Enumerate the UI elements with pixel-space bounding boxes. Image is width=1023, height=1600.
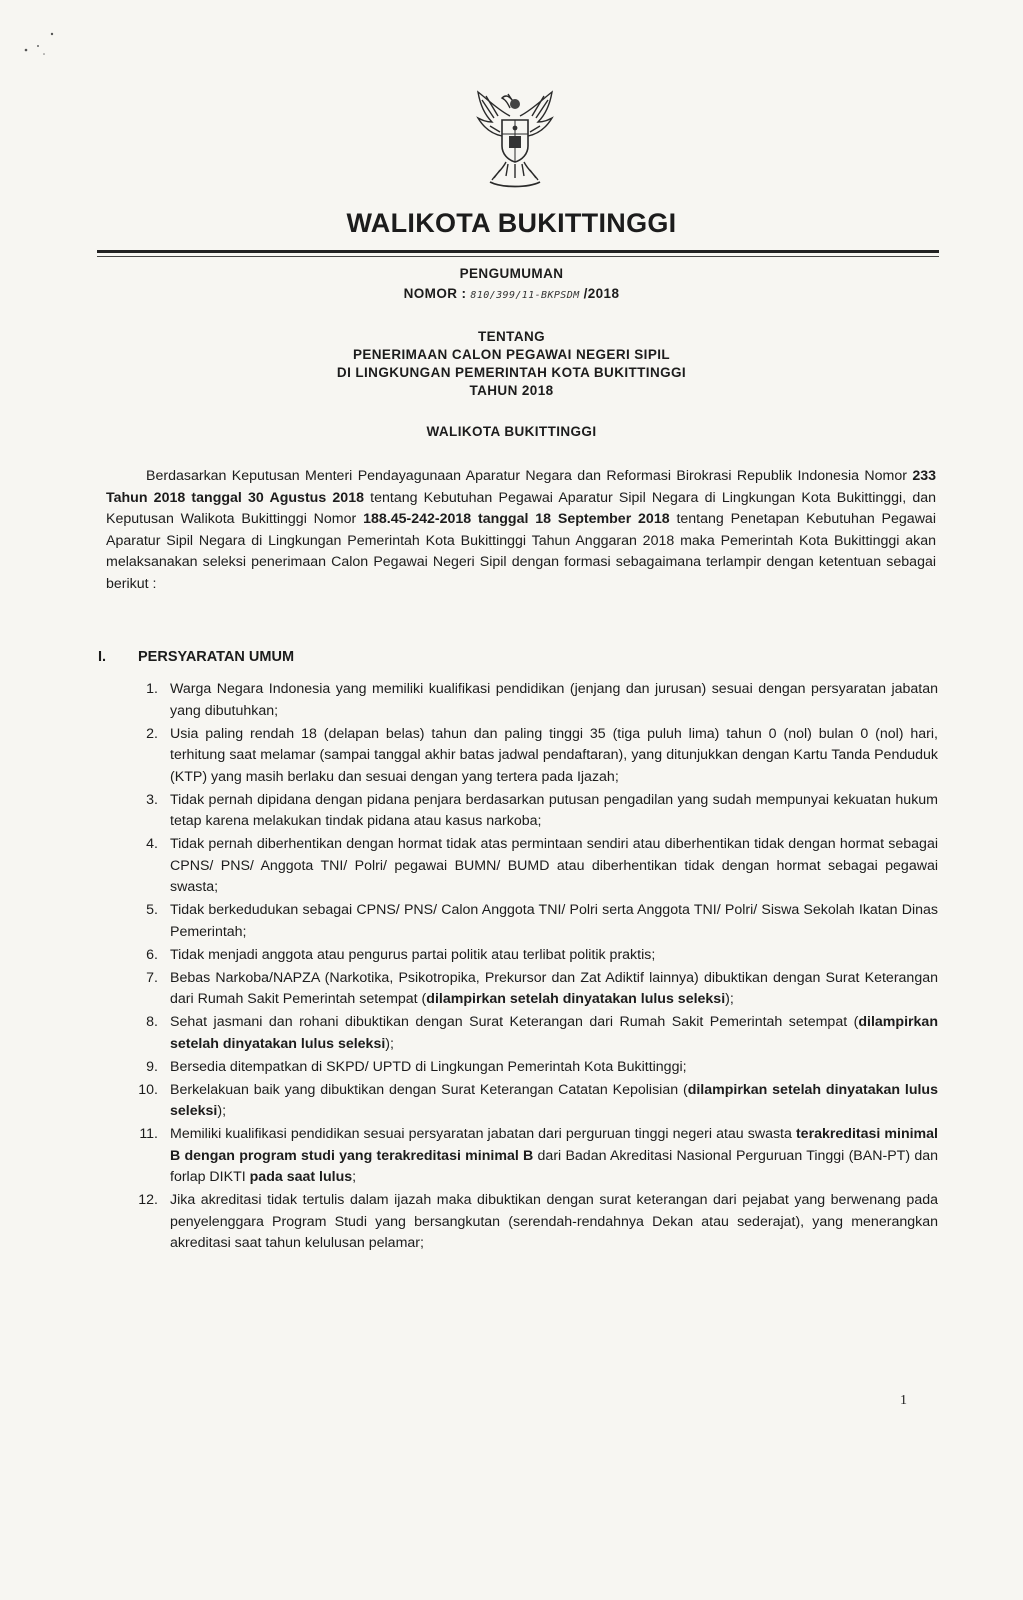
section-title: PERSYARATAN UMUM bbox=[138, 649, 295, 665]
list-item bbox=[118, 834, 938, 899]
list-item-text bbox=[170, 900, 938, 943]
list-item bbox=[118, 1124, 938, 1189]
announcement-label: PENGUMUMAN bbox=[459, 266, 564, 281]
list-item-number: 9. bbox=[146, 1058, 158, 1075]
section-number: I. bbox=[98, 649, 107, 665]
list-item bbox=[118, 1012, 938, 1055]
list-item-emphasis: pada saat lulus bbox=[249, 1169, 353, 1185]
list-item-segment: Tidak menjadi anggota atau pengurus partai politik atau terlibat politik praktis; bbox=[170, 946, 656, 963]
list-item-text bbox=[170, 790, 938, 833]
list-item-segment: Memiliki kualifikasi pendidikan sesuai persyaratan jabatan dari perguruan tinggi negeri atau swasta bbox=[170, 1126, 796, 1142]
list-item-text bbox=[170, 968, 938, 1011]
list-item-segment: Jika akreditasi tidak tertulis dalam ijazah maka dibuktikan dengan surat keterangan dari pejabat yang berwenang pada penyelenggara Program Studi yang bersangkutan (serendah-rendahnya Dekan atau sederajat), yang menerangkan akreditasi saat tahun kelulusan pelamar; bbox=[170, 1192, 938, 1251]
list-item-emphasis: dilampirkan setelah dinyatakan lulus seleksi bbox=[170, 1081, 938, 1119]
list-item bbox=[118, 1190, 938, 1255]
list-item bbox=[118, 1080, 938, 1123]
nomor-suffix: /2018 bbox=[583, 286, 620, 301]
list-item-number: 5. bbox=[146, 902, 158, 918]
title-divider-thick bbox=[97, 250, 939, 253]
list-item bbox=[118, 900, 938, 943]
list-item-text bbox=[170, 679, 938, 722]
list-item bbox=[118, 1057, 938, 1079]
list-item-number: 10. bbox=[138, 1081, 158, 1098]
list-item-number: 8. bbox=[146, 1014, 158, 1030]
list-item-emphasis: dilampirkan setelah dinyatakan lulus seleksi bbox=[426, 991, 726, 1007]
intro-text-2: tentang Kebutuhan Pegawai Aparatur Sipil Negara di Lingkungan Kota Bukittinggi, dan Keputusan Walikota Bukittinggi Nomor bbox=[106, 489, 936, 527]
list-item-text bbox=[170, 834, 938, 899]
list-item-text bbox=[170, 1057, 938, 1079]
list-item-emphasis: terakreditasi minimal B dengan program studi yang terakreditasi minimal B bbox=[170, 1126, 939, 1164]
list-item-emphasis: dilampirkan setelah dinyatakan lulus seleksi bbox=[170, 1014, 938, 1052]
list-item-segment: Tidak pernah dipidana dengan pidana penjara berdasarkan putusan pengadilan yang sudah mempunyai kekuatan hukum tetap karena melakukan tindak pidana atau kasus narkoba; bbox=[170, 791, 938, 829]
subject-line-3: TAHUN 2018 bbox=[469, 383, 554, 398]
list-item bbox=[118, 790, 938, 833]
scan-artifact bbox=[22, 28, 62, 58]
tentang-label: TENTANG bbox=[477, 329, 546, 344]
list-item-number: 4. bbox=[146, 836, 158, 852]
list-item-segment: ; bbox=[352, 1169, 357, 1185]
list-item-number: 11. bbox=[139, 1126, 158, 1142]
list-item-number: 2. bbox=[146, 725, 158, 742]
list-item-segment: Usia paling rendah 18 (delapan belas) tahun dan paling tinggi 35 (tiga puluh lima) tahun 0 (nol) bulan 0 (nol) hari, terhitung saat melamar (sampai tanggal akhir batas jadwal pendaftaran), yang ditunjukkan dengan Kartu Tanda Penduduk (KTP) yang masih berlaku dan sesuai dengan yang tertera pada Ijazah; bbox=[170, 725, 938, 785]
list-item bbox=[118, 679, 938, 722]
garuda-emblem-icon bbox=[472, 90, 558, 194]
list-item-text bbox=[170, 1190, 938, 1255]
list-item-segment: Tidak pernah diberhentikan dengan hormat tidak atas permintaan sendiri atau diberhentikan tidak dengan hormat sebagai CPNS/ PNS/ Anggota TNI/ Polri/ pegawai BUMN/ BUMD atau diberhentikan tidak dengan hormat sebagai pegawai swasta; bbox=[170, 836, 938, 895]
section-heading bbox=[98, 649, 294, 665]
issuer-heading: WALIKOTA BUKITTINGGI bbox=[426, 424, 597, 439]
list-item-segment: dari Badan Akreditasi Nasional Perguruan Tinggi (BAN-PT) dan forlap DIKTI bbox=[170, 1147, 938, 1185]
subject-line-2: DI LINGKUNGAN PEMERINTAH KOTA BUKITTINGGI bbox=[336, 365, 687, 380]
list-item-segment: ); bbox=[725, 991, 734, 1007]
list-item-text bbox=[170, 945, 938, 967]
list-item bbox=[118, 945, 938, 967]
list-item-segment: Bebas Narkoba/NAPZA (Narkotika, Psikotropika, Prekursor dan Zat Adiktif lainnya) dibuktikan dengan Surat Keterangan dari Rumah Sakit Pemerintah setempat ( bbox=[170, 969, 938, 1007]
subject-line-1: PENERIMAAN CALON PEGAWAI NEGERI SIPIL bbox=[352, 347, 671, 362]
list-item-segment: Tidak berkedudukan sebagai CPNS/ PNS/ Calon Anggota TNI/ Polri serta Anggota TNI/ Polri/ Siswa Sekolah Ikatan Dinas Pemerintah; bbox=[170, 902, 938, 940]
list-item-segment: ); bbox=[385, 1035, 394, 1052]
list-item-segment: Sehat jasmani dan rohani dibuktikan dengan Surat Keterangan dari Rumah Sakit Pemerintah setempat ( bbox=[170, 1014, 859, 1030]
intro-bold-1: 233 Tahun 2018 tanggal 30 Agustus 2018 bbox=[106, 468, 936, 506]
intro-bold-2: 188.45-242-2018 tanggal 18 September 2018 bbox=[363, 511, 670, 527]
intro-text-3: tentang Penetapan Kebutuhan Pegawai Aparatur Sipil Negara di Lingkungan Pemerintah Kota Bukittinggi Tahun Anggaran 2018 maka Pemerintah Kota Bukittinggi akan melaksanakan seleksi penerimaan Calon Pegawai Negeri Sipil dengan formasi sebagaimana terlampir dengan ketentuan sebagai berikut : bbox=[106, 511, 936, 592]
list-item-number: 3. bbox=[146, 791, 158, 808]
nomor-prefix: NOMOR : bbox=[403, 286, 467, 301]
list-item-text bbox=[170, 724, 938, 789]
nomor-handwritten: 810/399/11-BKPSDM bbox=[470, 290, 580, 301]
title-divider-thin bbox=[97, 256, 939, 257]
list-item-text bbox=[170, 1080, 938, 1123]
list-item-text bbox=[170, 1124, 938, 1189]
list-item-text bbox=[170, 1012, 938, 1055]
list-item-segment: Warga Negara Indonesia yang memiliki kualifikasi pendidikan (jenjang dan jurusan) sesuai dengan persyaratan jabatan yang dibutuhkan; bbox=[170, 681, 938, 719]
list-item bbox=[118, 968, 938, 1011]
intro-text-1: Berdasarkan Keputusan Menteri Pendayagunaan Aparatur Negara dan Reformasi Birokrasi Republik Indonesia Nomor bbox=[146, 468, 913, 484]
announcement-number bbox=[0, 286, 1023, 301]
document-title: WALIKOTA BUKITTINGGI bbox=[346, 208, 677, 238]
list-item-number: 6. bbox=[146, 946, 158, 963]
list-item-number: 12. bbox=[138, 1192, 158, 1208]
list-item-segment: ); bbox=[217, 1103, 227, 1119]
list-item bbox=[118, 724, 938, 789]
list-item-number: 1. bbox=[146, 681, 158, 697]
requirements-list bbox=[118, 679, 938, 1256]
list-item-number: 7. bbox=[146, 969, 158, 986]
list-item-segment: Bersedia ditempatkan di SKPD/ UPTD di Lingkungan Pemerintah Kota Bukittinggi; bbox=[170, 1058, 687, 1075]
page-number: 1 bbox=[900, 1393, 907, 1408]
list-item-segment: Berkelakuan baik yang dibuktikan dengan Surat Keterangan Catatan Kepolisian ( bbox=[170, 1081, 688, 1098]
intro-paragraph bbox=[106, 466, 936, 595]
